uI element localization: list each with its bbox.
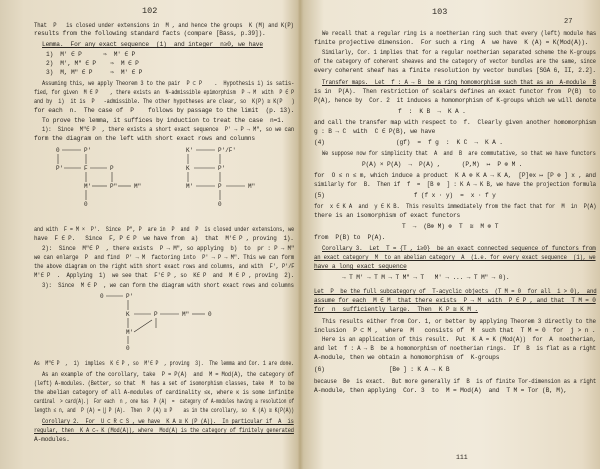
left-page bbox=[0, 0, 298, 469]
diagram-node: F bbox=[84, 165, 88, 172]
text-line: the abelian category of all A-modules of cardinality ≤κ, where κ is some infinite bbox=[34, 389, 294, 396]
page-number: 103 bbox=[432, 7, 448, 17]
text-line: is in P(A). Then restriction of scalars defines an exact functor from P(B) to bbox=[314, 88, 596, 95]
diagram-node: P'/F' bbox=[218, 147, 237, 154]
text-line: from P(B) to P(A). bbox=[314, 234, 386, 241]
text-line: cardinal > card(A).) For each n , one has P (A) = category of A-modules having a resolution of bbox=[34, 398, 295, 405]
text-line: the above diagram on the right with short exact rows and columns, and with F', P'/F bbox=[34, 263, 295, 270]
diagram-node: M' bbox=[186, 183, 194, 190]
text-line: of the category of coherent sheaves and the category of vector bundles are the same, since bbox=[314, 58, 596, 65]
text-line: Similarly, Cor. 1 implies that for a regular noetherian separated scheme the K-groups bbox=[322, 49, 596, 56]
diagram-node: P" bbox=[110, 183, 118, 190]
text-line: there is an isomorphism of exact functors bbox=[314, 212, 461, 219]
text-line: finite projective dimension. For such a ring A we have K (A) = K(Mod(A)). bbox=[314, 39, 589, 46]
text-line: A-modules. bbox=[34, 436, 70, 443]
text-line: we can enlarge P and find P' → M factoring into P' → P → M". This we can form bbox=[34, 254, 295, 261]
diagram-node: M" bbox=[182, 311, 190, 318]
text-line: results from the following standard facts (compare [Bass, p.39]). bbox=[34, 30, 266, 37]
diagram-node: M" bbox=[134, 183, 142, 190]
text-line: similarly for B. Then if f = [B ⊗ ] : K A → K B, we have the projection formula bbox=[314, 181, 596, 188]
diagram-node: 0 bbox=[126, 345, 130, 352]
corollary-2-heading: Corollary 2. For U ⊂ R ⊂ S , we have K A ≅ K (P (A)). In particular if A is bbox=[42, 418, 294, 425]
text-line: for O ≤ n ≤ m, which induce a product K A ⊗ K A → K A, [P]⊗x ↦ [P ⊗ ] x , and bbox=[314, 172, 596, 179]
diagram-node: 0 bbox=[208, 311, 212, 318]
diagram-node: K' bbox=[186, 147, 194, 154]
diagram-node: 0 bbox=[218, 201, 222, 208]
diagram-node: M" bbox=[248, 183, 256, 190]
corollary-3-heading: Corollary 3. Let T = {T , i≥0} be an exact connected sequence of functors from bbox=[322, 245, 596, 252]
text-line: As an example of the corollary, take P = P(A) and M = Mod(A), the category of bbox=[42, 371, 294, 378]
transfer-maps-heading: Transfer maps. Let f : A → B be a ring homomorphism such that as an A-module B bbox=[322, 79, 596, 86]
text-line: (left) A-modules. (Better, so that M has a set of isomorphism classes, take M to be bbox=[34, 380, 295, 387]
text-line: 2): Since M"∈ P , there exists P → M", so applying b) to pr : P → M" bbox=[42, 245, 295, 252]
commutative-diagram-bottom bbox=[96, 292, 226, 354]
text-line: regular, then K A ⊂→ K (Mod(A)), where Mod(A) is the category of finitely generated bbox=[34, 427, 294, 434]
text-line: 1) M' ∈ P ⇒ M' ∈ P bbox=[46, 51, 136, 58]
diagram-node: 0 bbox=[56, 147, 60, 154]
text-line: Assuming this, we apply Theorem 3 to the pair P ⊂ P . Hypothesis i) is satis- bbox=[42, 80, 295, 87]
right-page bbox=[302, 0, 600, 469]
text-line: 1): Since M"∈ P , there exists a short exact sequence P' → P → M", so we can bbox=[42, 126, 294, 133]
text-line: length ≤ n, and P (A) = ⋃ P (A). Then P (A) ≅ P as in the corollary, so K (A) ≅ K(P(A)) bbox=[34, 407, 294, 414]
text-line: an exact category M to an abelian category A (i.e. for every exact sequence (1), we bbox=[314, 254, 596, 261]
diagram-node: 0 bbox=[100, 293, 104, 300]
text-line: and let f : A → B be a homomorphism of noetherian rings. If B is flat as a right bbox=[314, 345, 596, 352]
diagram-node: P bbox=[154, 311, 158, 318]
page-number: 102 bbox=[142, 6, 158, 16]
text-line: for x ∈ K A and y ∈ K B. This results immediately from the fact that for M in P(A) bbox=[314, 203, 597, 210]
text-line: inclusion P ⊂ M , where M consists of M such that T M = 0 for j > n . bbox=[314, 327, 596, 334]
text-line: have F ∈ P. Since F, P ∈ P we have from a) that M'∈ P , proving 1). bbox=[34, 235, 294, 242]
display-formula: T → (B⊗ M) ⊗ T ≅ M ⊗ T bbox=[402, 223, 499, 230]
text-line: M'∈ P . Applying 1) we see that F'∈ P , so K∈ P and M ∈ P , proving 2). bbox=[34, 272, 295, 279]
diagram-node: M' bbox=[126, 329, 134, 336]
text-line: To prove the lemma, it suffices by induction to treat the case n=1. bbox=[42, 117, 285, 124]
text-line: because B⊗ is exact. But more generally if B is of finite Tor-dimension as a right bbox=[314, 378, 597, 385]
equation-6: (6) [B⊗ ] : K A → K B bbox=[314, 366, 450, 373]
text-line: 3): Since M ∈ P , we can form the diagram with short exact rows and columns bbox=[42, 282, 294, 289]
text-line: and by i) it is P -admissible. The other hypotheses are clear, so K(P) ≅ K(P ) bbox=[34, 98, 295, 105]
diagram-node: P' bbox=[56, 165, 64, 172]
text-line: 2) M', M" ∈ P ⇒ M ∈ P bbox=[46, 60, 139, 67]
diagram-node: K bbox=[126, 311, 130, 318]
diagram-node: P bbox=[110, 165, 114, 172]
corner-page-number: 27 bbox=[564, 18, 573, 26]
diagram-node: P' bbox=[218, 165, 226, 172]
display-formula: f : K B → K A . bbox=[398, 108, 466, 115]
text-line: every coherent sheaf has a finite resolution by vector bundles [SGA 6, II, 2.2]. bbox=[314, 67, 596, 74]
text-line: for each n. The case of P follows by passage to the limit (p. 13). bbox=[34, 107, 295, 114]
diagram-node: P' bbox=[126, 293, 134, 300]
bottom-page-number: 111 bbox=[456, 454, 468, 461]
text-line: A-module, then applying Cor. 3 to M = Mod(A) and T M = Tor (B, M), bbox=[314, 387, 567, 394]
text-line: That P is closed under extensions in M , and hence the groups K (M) and K(P) bbox=[34, 22, 294, 29]
commutative-diagram-right bbox=[178, 146, 288, 210]
text-line: We suppose now for simplicity that A and B are commutative, so that we have functors bbox=[322, 150, 596, 157]
text-line: for n sufficiently large. Then K P ≅ K M . bbox=[314, 306, 478, 313]
text-line: and call the transfer map with respect to f. Clearly given another homomorphism bbox=[314, 119, 596, 126]
text-line: form the diagram on the left with short exact rows and columns bbox=[34, 135, 255, 142]
text-line: assume for each M ∈ M that there exists P → M with P ∈ P , and that T M = 0 bbox=[314, 297, 596, 304]
text-line: This results either from Cor. 1, or better by applying Theorem 3 directly to the bbox=[322, 318, 596, 325]
text-line: We recall that a regular ring is a noetherian ring such that every (left) module has bbox=[322, 30, 597, 37]
diagram-node: P' bbox=[84, 147, 92, 154]
equation-5: (5) f (f x · y) = x · f y bbox=[314, 192, 496, 199]
text-line: 3) M, M" ∈ P ⇒ M' ∈ P bbox=[46, 69, 143, 76]
diagram-node: M' bbox=[84, 183, 92, 190]
diagram-node: 0 bbox=[84, 201, 88, 208]
display-formula: → T M' → T M → T M" → T M' → ... → T M" → 0). bbox=[342, 274, 510, 281]
diagram-node: P bbox=[218, 183, 222, 190]
text-line: and with F = M × P'. Since P", P are in P and P is closed under extensions, we bbox=[34, 226, 295, 233]
text-line: have a long exact sequence bbox=[314, 263, 407, 270]
text-line: Let P be the full subcategory of T-acyclic objects (T M = 0 for all i > 0), and bbox=[314, 288, 597, 295]
text-line: A-module, then we obtain a homomorphism of K-groups bbox=[314, 354, 500, 361]
commutative-diagram-left bbox=[44, 146, 154, 210]
equation-4: (4) (gf) = f g : K C → K A . bbox=[314, 139, 503, 146]
diagram-node: K bbox=[186, 165, 190, 172]
lemma-heading: Lemma. For any exact sequence (1) and integer n≥0, we have bbox=[42, 41, 263, 48]
text-line: Here is an application of this result. Put K A = K (Mod(A)) for A noetherian, bbox=[322, 336, 597, 343]
text-line: g : B → C with C ∈ P(B), we have bbox=[314, 128, 436, 135]
display-formula: P(A) × P(A) → P(A) , (P,M) ↦ P ⊗ M . bbox=[362, 161, 523, 168]
text-line: fied, for given M ∈ P , there exists an N-admissible epimorphism P → M with P ∈ P bbox=[34, 89, 295, 96]
text-line: As M"∈ P , 1) implies K ∈ P , so M'∈ P , proving 3). The lemma and Cor. 1 are done. bbox=[34, 360, 294, 367]
text-line: P(A), hence by Cor. 2 it induces a homomorphism of K-groups which we will denote bbox=[314, 97, 597, 104]
